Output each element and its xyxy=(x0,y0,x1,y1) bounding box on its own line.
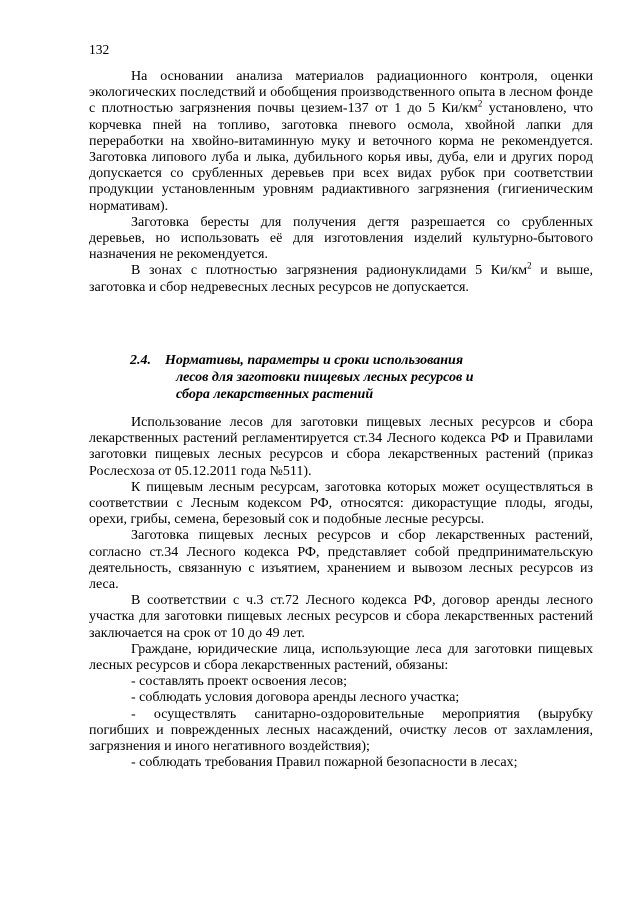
paragraph: В соответствии с ч.3 ст.72 Лесного кодекса РФ, договор аренды лесного участка для заготовки пищевых лесных ресурсов и сбора лекарственных растений заключается на срок от 10 до 49 лет. xyxy=(89,593,593,641)
list-item: - соблюдать требования Правил пожарной безопасности в лесах; xyxy=(131,755,518,771)
heading-line: лесов для заготовки пищевых лесных ресурсов и xyxy=(176,370,474,385)
section-heading xyxy=(130,352,570,403)
paragraph: Заготовка пищевых лесных ресурсов и сбор лекарственных растений, согласно ст.34 Лесного кодекса РФ, представляет собой предпринимательскую деятельность, связанную с изъятием, хранением и вывозом лесных ресурсов из леса. xyxy=(89,528,593,593)
heading-text: Нормативы, параметры и сроки использования xyxy=(165,353,464,368)
paragraph: Граждане, юридические лица, использующие леса для заготовки пищевых лесных ресурсов и сбора лекарственных растений, обязаны: xyxy=(89,641,593,674)
superscript: 2 xyxy=(477,98,483,109)
paragraph-text: На основании анализа материалов радиационного контроля, оценки экологических последствий и обобщения производственного опыта в лесном фонде с плотностью загрязнения почвы цезием-137 от 1 до 5 Ки/км xyxy=(89,69,593,117)
paragraph: Заготовка бересты для получения дегтя разрешается со срубленных деревьев, но использовать её для изготовления изделий культурно-бытового назначения не рекомендуется. xyxy=(89,214,593,263)
heading-line: сбора лекарственных растений xyxy=(176,387,374,402)
paragraph xyxy=(89,260,593,295)
section-number: 2.4. xyxy=(130,353,151,368)
page-number: 132 xyxy=(89,42,110,57)
list-item: - осуществлять санитарно-оздоровительные мероприятия (вырубку погибших и поврежденных лесных насаждений, очистку лесов от захламления, загрязнения и иного негативного воздействия); xyxy=(89,706,593,755)
text-block-food-resources xyxy=(89,415,593,771)
paragraph-text: В зонах с плотностью загрязнения радионуклидами 5 Ки/км xyxy=(131,263,528,279)
paragraph-text: и выше, заготовка и сбор недревесных лесных ресурсов не допускается. xyxy=(89,263,593,295)
paragraph: Использование лесов для заготовки пищевых лесных ресурсов и сбора лекарственных растений регламентируется ст.34 Лесного кодекса РФ и Правилами заготовки пищевых лесных ресурсов и сбора лекарственных растений (приказ Рослесхоза от 05.12.2011 года №511). xyxy=(89,415,593,479)
paragraph xyxy=(89,69,593,215)
paragraph-text: установлено, что корчевка пней на топливо, заготовка пневого осмола, хвойной лапки для переработки на хвойно-витаминную муку и веточного корма не рекомендуется. Заготовка липового луба и лыка, дубильного корья ивы, дуба, ели и других пород допускается со срубленных деревьев при всех видах рубок при соответствии продукции установленным уровням радиактивного загрязнения (гигиеническим нормативам). xyxy=(89,101,593,214)
list-item: - составлять проект освоения лесов; xyxy=(131,674,348,690)
text-block-radiation xyxy=(89,69,593,296)
heading-line xyxy=(130,352,570,369)
list-item: - соблюдать условия договора аренды лесного участка; xyxy=(131,690,460,706)
superscript: 2 xyxy=(527,260,532,271)
paragraph: К пищевым лесным ресурсам, заготовка которых может осуществляться в соответствии с Лесным кодексом РФ, относятся: дикорастущие плоды, ягоды, орехи, грибы, семена, березовый сок и подобные лесные ресурсы. xyxy=(89,479,593,528)
